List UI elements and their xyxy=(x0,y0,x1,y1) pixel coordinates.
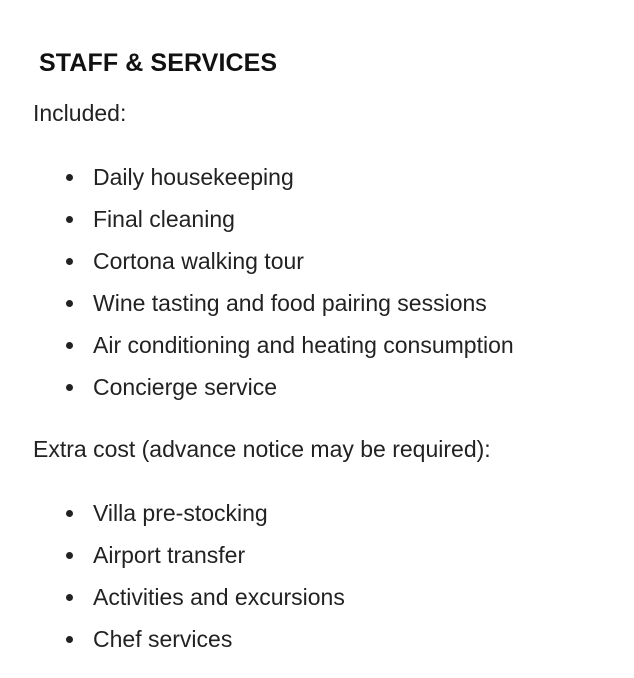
bullet-icon xyxy=(66,300,73,307)
bullet-icon xyxy=(66,594,73,601)
bullet-icon xyxy=(66,552,73,559)
list-item-text: Air conditioning and heating consumption xyxy=(93,332,514,358)
list-item-text: Airport transfer xyxy=(93,542,246,568)
bullet-icon xyxy=(66,216,73,223)
bullet-icon xyxy=(66,384,73,391)
list-item-text: Activities and excursions xyxy=(93,584,345,610)
bullet-icon xyxy=(66,636,73,643)
bullet-icon xyxy=(66,510,73,517)
list-item-text: Final cleaning xyxy=(93,206,235,232)
list-item-text: Chef services xyxy=(93,626,233,652)
bullet-icon xyxy=(66,342,73,349)
list-item-text: Wine tasting and food pairing sessions xyxy=(93,290,487,316)
section-title: STAFF & SERVICES xyxy=(39,49,278,77)
list-item-text: Cortona walking tour xyxy=(93,248,304,274)
list-item-text: Daily housekeeping xyxy=(93,164,294,190)
list-item-text: Villa pre-stocking xyxy=(93,500,268,526)
included-label: Included: xyxy=(33,100,127,126)
bullet-icon xyxy=(66,258,73,265)
extra-cost-label: Extra cost (advance notice may be required): xyxy=(33,436,491,462)
list-item-text: Concierge service xyxy=(93,374,278,400)
bullet-icon xyxy=(66,174,73,181)
